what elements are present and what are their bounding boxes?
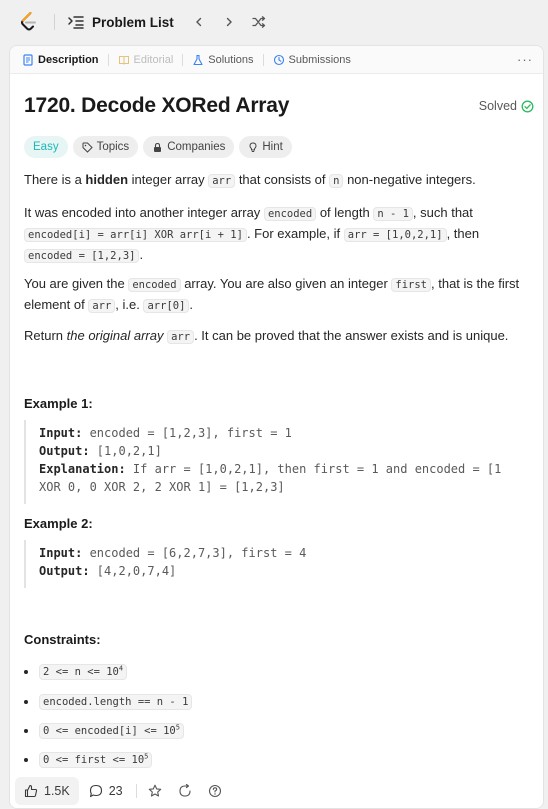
inline-code: n - 1 bbox=[373, 207, 413, 221]
example-value: [1,0,2,1] bbox=[89, 444, 162, 458]
example-line bbox=[39, 442, 536, 460]
chevron-left-icon bbox=[194, 17, 204, 27]
constraint-text: 0 <= encoded[i] <= 10 bbox=[43, 725, 176, 737]
example-key: Explanation: bbox=[39, 462, 126, 476]
chevron-right-icon bbox=[224, 17, 234, 27]
constraint-code bbox=[39, 694, 192, 710]
lock-icon bbox=[152, 142, 163, 153]
difficulty-badge: Easy bbox=[24, 136, 68, 158]
inline-code: arr[0] bbox=[143, 299, 189, 313]
favorite-button[interactable] bbox=[140, 784, 170, 798]
problem-list-link[interactable]: Problem List bbox=[92, 14, 174, 30]
example-key: Input: bbox=[39, 426, 83, 440]
star-icon bbox=[148, 784, 162, 798]
next-problem-button[interactable] bbox=[216, 9, 242, 35]
tag-icon bbox=[82, 142, 93, 153]
text: that consists of bbox=[235, 172, 330, 187]
example-line bbox=[39, 544, 536, 562]
text: array. You are also given an integer bbox=[180, 276, 392, 291]
example-value: If arr = [1,0,2,1], then first = 1 and encoded = [1 bbox=[125, 462, 502, 476]
bullet-dot bbox=[24, 758, 28, 762]
tab-description[interactable] bbox=[20, 54, 101, 66]
tab-separator bbox=[263, 54, 264, 66]
example-heading: Example 2: bbox=[24, 516, 93, 531]
hint-label: Hint bbox=[262, 141, 283, 153]
comment-count: 23 bbox=[108, 784, 123, 798]
text: . bbox=[139, 247, 144, 262]
topics-chip[interactable] bbox=[73, 136, 139, 158]
refresh-share-icon bbox=[178, 784, 192, 798]
superscript: 5 bbox=[144, 752, 149, 761]
constraint-code bbox=[39, 752, 152, 768]
document-icon bbox=[22, 54, 34, 66]
book-icon bbox=[118, 54, 130, 66]
example-value: XOR 0, 0 XOR 2, 2 XOR 1] = [1,2,3] bbox=[39, 480, 285, 494]
description-paragraph bbox=[24, 326, 529, 347]
inline-code: encoded bbox=[264, 207, 316, 221]
text: There is a bbox=[24, 172, 86, 187]
tab-solutions-label: Solutions bbox=[208, 53, 254, 66]
tab-editorial-label: Editorial bbox=[133, 53, 174, 66]
inline-code: first bbox=[391, 278, 431, 292]
text: , that is the first element of bbox=[24, 276, 520, 312]
description-paragraph bbox=[24, 170, 529, 191]
solved-status bbox=[479, 99, 534, 113]
example-heading: Example 1: bbox=[24, 396, 93, 411]
tag-chips bbox=[24, 136, 292, 158]
emphasis-text: hidden bbox=[85, 172, 129, 187]
companies-chip[interactable] bbox=[143, 136, 234, 158]
example-block bbox=[24, 540, 536, 588]
panel-tabs bbox=[10, 46, 543, 74]
example-key: Input: bbox=[39, 546, 83, 560]
problem-title[interactable]: 1720. Decode XORed Array bbox=[24, 94, 290, 117]
inline-code: encoded bbox=[128, 278, 180, 292]
problem-list-icon[interactable] bbox=[67, 13, 85, 31]
feedback-button[interactable] bbox=[200, 784, 230, 798]
text: You are given the bbox=[24, 276, 129, 291]
like-button[interactable] bbox=[15, 777, 79, 805]
example-value: [4,2,0,7,4] bbox=[89, 564, 177, 578]
tab-separator bbox=[182, 54, 183, 66]
text: , i.e. bbox=[115, 297, 144, 312]
text: , then bbox=[446, 226, 480, 241]
example-line bbox=[39, 460, 536, 478]
constraint-item bbox=[24, 664, 127, 680]
tab-description-label: Description bbox=[38, 53, 99, 66]
history-icon bbox=[273, 54, 285, 66]
like-count: 1.5K bbox=[44, 784, 70, 798]
text: . It can be proved that the answer exists and is unique. bbox=[194, 328, 509, 343]
constraint-item bbox=[24, 723, 184, 739]
italic-text: the original array bbox=[66, 328, 164, 343]
inline-code: arr bbox=[88, 299, 115, 313]
constraint-item bbox=[24, 694, 192, 710]
bullet-dot bbox=[24, 729, 28, 733]
tab-solutions[interactable] bbox=[190, 54, 255, 66]
tab-separator bbox=[108, 54, 109, 66]
text: , such that bbox=[412, 205, 473, 220]
top-nav bbox=[0, 0, 548, 44]
superscript: 4 bbox=[118, 664, 124, 673]
leetcode-logo-icon[interactable] bbox=[18, 11, 40, 33]
flask-icon bbox=[192, 54, 204, 66]
example-key: Output: bbox=[39, 444, 90, 458]
constraint-text: encoded.length == n - 1 bbox=[43, 696, 189, 708]
check-circle-icon bbox=[521, 100, 534, 113]
tab-editorial[interactable] bbox=[116, 54, 176, 66]
comment-icon bbox=[89, 784, 103, 798]
text: of length bbox=[316, 205, 374, 220]
example-line bbox=[39, 562, 536, 580]
thumbs-up-icon bbox=[24, 784, 38, 798]
inline-code: encoded[i] = arr[i] XOR arr[i + 1] bbox=[24, 228, 247, 242]
inline-code: n bbox=[329, 174, 343, 188]
description-panel bbox=[9, 45, 544, 809]
bottom-separator bbox=[136, 784, 137, 798]
bullet-dot bbox=[24, 700, 28, 704]
tab-submissions-label: Submissions bbox=[288, 53, 351, 66]
description-paragraph bbox=[24, 203, 529, 266]
text: It was encoded into another integer array bbox=[24, 205, 264, 220]
example-block bbox=[24, 420, 536, 504]
example-value: encoded = [6,2,7,3], first = 4 bbox=[82, 546, 307, 560]
text: Return bbox=[24, 328, 67, 343]
shuffle-icon bbox=[252, 16, 266, 28]
comments-button[interactable] bbox=[79, 784, 133, 798]
constraint-code bbox=[39, 664, 127, 680]
random-problem-button[interactable] bbox=[246, 9, 272, 35]
constraint-item bbox=[24, 752, 152, 768]
bottom-action-bar bbox=[10, 772, 544, 809]
text: integer array bbox=[128, 172, 209, 187]
inline-code: encoded = [1,2,3] bbox=[24, 249, 139, 263]
prev-problem-button[interactable] bbox=[186, 9, 212, 35]
description-paragraph bbox=[24, 274, 529, 316]
hint-chip[interactable] bbox=[239, 136, 291, 158]
example-key: Output: bbox=[39, 564, 90, 578]
constraint-text: 0 <= first <= 10 bbox=[43, 754, 145, 766]
tab-submissions[interactable] bbox=[271, 54, 353, 66]
text: non-negative integers. bbox=[343, 172, 476, 187]
constraint-text: 2 <= n <= 10 bbox=[43, 666, 119, 678]
example-value: encoded = [1,2,3], first = 1 bbox=[82, 426, 292, 440]
text: . For example, if bbox=[246, 226, 344, 241]
solved-label: Solved bbox=[478, 99, 517, 113]
more-options-icon[interactable]: ··· bbox=[517, 52, 533, 67]
superscript: 5 bbox=[175, 723, 180, 732]
topics-label: Topics bbox=[96, 141, 130, 153]
companies-label: Companies bbox=[167, 141, 226, 153]
constraint-code bbox=[39, 723, 184, 739]
title-row bbox=[24, 94, 534, 124]
inline-code: arr = [1,0,2,1] bbox=[344, 228, 447, 242]
text: . bbox=[189, 297, 194, 312]
help-circle-icon bbox=[208, 784, 222, 798]
inline-code: arr bbox=[208, 174, 235, 188]
share-button[interactable] bbox=[170, 784, 200, 798]
lightbulb-icon bbox=[248, 142, 258, 153]
inline-code: arr bbox=[167, 330, 194, 344]
nav-divider bbox=[54, 14, 55, 30]
constraints-heading: Constraints: bbox=[24, 632, 101, 647]
example-line bbox=[39, 424, 536, 442]
bullet-dot bbox=[24, 670, 28, 674]
example-line bbox=[39, 478, 536, 496]
